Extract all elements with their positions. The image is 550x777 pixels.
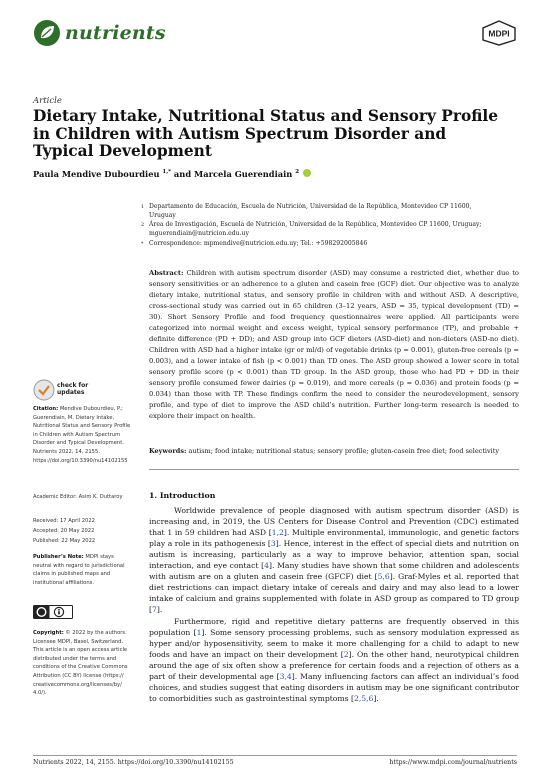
footer-divider [33, 755, 517, 756]
reference-link[interactable]: 7 [151, 605, 157, 615]
reference-link[interactable]: 5,6 [377, 572, 390, 582]
paragraph: Furthermore, rigid and repetitive dietary patterns are frequently observed in this population [1]. Some sensory processing problems, such as sensory modulation expressed as hyper and/or hyposensitivity, seem to make it more challenging for a child to adapt to new foods and have an impact on their development [2]. On the other hand, neurotypical children around the age of six often show a preference for certain foods and a rejection of others as a part of their developmental age [3,4]. Many influencing factors can affect an individual’s food choices, and studies suggest that eating disorders in autism may be one significant contributor to comorbidities such as gastrointestinal symptoms [2,5,6]. [149, 617, 520, 704]
abstract-label: Abstract: [149, 269, 184, 277]
journal-logo[interactable] [33, 19, 166, 47]
reference-link[interactable]: 4 [264, 561, 269, 571]
journal-name: nutrients [65, 22, 166, 44]
publisher-note-text: MDPI stays neutral with regard to jurisdictional claims in published maps and institutional affiliations. [33, 554, 125, 586]
publisher-name: MDPI [488, 28, 510, 39]
keywords [149, 447, 519, 456]
check-for-updates-badge[interactable] [33, 379, 88, 401]
introduction-body [149, 505, 519, 705]
check-line2: updates [57, 389, 85, 396]
citation-text: Mendive Dubourdieu, P.; Guerendiain, M. Dietary Intake, Nutritional Status and Sensory Profile in Children with Autism Spectrum Disorder and Typical Development. Nutrients 2022, 14, 2155. https://doi.org/10.3390/nu14102155 [33, 406, 131, 464]
reference-link[interactable]: 2 [343, 650, 349, 660]
author-sup: 2 [295, 169, 300, 176]
divider [149, 469, 519, 470]
academic-editor: Academic Editor: Asim K. Duttaroy [33, 494, 123, 500]
abstract [149, 268, 519, 422]
author-and: and [173, 169, 192, 179]
reference-link[interactable]: 3 [270, 539, 276, 549]
abstract-text: Children with autism spectrum disorder (ASD) may consume a restricted diet, whether due to sensory sensitivities or an adherence to a gluten and casein free (GCF) diet. Our objective was to analyze dietary intake, nutritional status, and sensory profile in children with and without ASD. A descriptive, cross-sectional study was carried out in 65 children (3–12 years, ASD = 35, typical development (TD) = 30). Short Sensory Profile and food frequency questionnaires were applied. All participants were categorized into normal weight and excess weight, typical sensory performance (TP), and probable + definite difference (PD + DD); and ASD group into GCF dieters (ASD-diet) and non-dieters (ASD-no diet). Children with ASD had a higher intake (gr or ml/d) of vegetable drinks (p = 0.001), gluten-free cereals (p = 0.003), and a lower intake of fish (p < 0.001) than TD ones. The ASD group showed a lower score in total sensory profile score (p < 0.001) than TD group. In the ASD group, those who had PD + DD in their sensory profile consumed fewer dairies (p = 0.019), and more cereals (p = 0.036) and protein foods (p = 0.034) than those with TP. These findings confirm the need to consider the neurodevelopment, sensory profile, and type of diet to improve the ASD child’s nutrition. Further long-term research is needed to explore their impact on health. [149, 269, 519, 421]
keywords-text: autism; food intake; nutritional status; sensory profile; gluten-casein free diet; food selectivity [188, 447, 500, 455]
received-date: Received: 17 April 2022 [33, 518, 95, 524]
orcid-icon[interactable] [303, 169, 311, 177]
footer-journal-url[interactable]: https://www.mdpi.com/journal/nutrients [389, 759, 517, 766]
paper-title: Dietary Intake, Nutritional Status and Sensory Profile in Children with Autism Spectrum Disorder and Typical Development [33, 107, 499, 160]
reference-link[interactable]: 3,4 [279, 672, 292, 682]
mdpi-logo-icon[interactable] [482, 20, 516, 46]
author-sup: 1,* [162, 169, 172, 176]
nutrients-leaf-icon [33, 19, 61, 47]
correspondence: * Correspondence: mpmendive@nutricion.edu.uy; Tel.: +598292005846 [141, 240, 368, 247]
accepted-date: Accepted: 20 May 2022 [33, 528, 95, 534]
copyright-block [33, 629, 131, 698]
copyright-text: © 2022 by the authors. Licensee MDPI, Basel, Switzerland. This article is an open access article distributed under the terms and conditions of the Creative Commons Attribution (CC BY) license (https:// creativecommons.org/licenses/by/ 4.0/). [33, 630, 128, 697]
cc-by-license-icon[interactable] [33, 605, 73, 619]
check-updates-icon [33, 379, 55, 401]
reference-link[interactable]: 1 [196, 628, 202, 638]
citation-label: Citation: [33, 406, 59, 412]
footer-citation: Nutrients 2022, 14, 2155. https://doi.org/10.3390/nu14102155 [33, 759, 234, 766]
published-date: Published: 22 May 2022 [33, 538, 96, 544]
author-name: Paula Mendive Dubourdieu [33, 169, 160, 179]
paragraph: Worldwide prevalence of people diagnosed with autism spectrum disorder (ASD) is increasing and, in 2019, the US Centers for Disease Control and Prevention (CDC) estimated that 1 in 59 children had ASD [1,2]. Multiple environmental, immunologic, and genetic factors play a role in its pathogenesis [3]. Hence, interest in the effect of special diets and nutrition on autism is increasing, particularly as a way to improve behavior, attention span, social interaction, and eye contact [4]. Many studies have shown that some children and adolescents with autism are on a gluten and casein free (GFCF) diet [5,6]. Graf-Myles et al. reported that diet restrictions can impact dietary intake of cereals and dairy and may also lead to a lower intake of calcium and grains supplemented with folate in ASD group as compared to TD group [7]. [149, 506, 519, 615]
reference-link[interactable]: 2,5,6 [353, 694, 374, 704]
copyright-label: Copyright: [33, 630, 64, 636]
check-line1: check for [57, 382, 89, 390]
citation-block [33, 405, 131, 465]
author-list [33, 169, 311, 179]
keywords-label: Keywords: [149, 447, 187, 455]
section-heading: 1. Introduction [149, 491, 216, 500]
affiliation: 2 Área de Investigación, Escuela de Nutrición, Universidad de la República, Montevideo CP 11600, Uruguay; mguerendiain@nutricion.edu.uy [141, 221, 482, 237]
article-type: Article [33, 96, 62, 106]
affiliation: 1 Departamento de Educación, Escuela de Nutrición, Universidad de la República, Montevideo CP 11600, Uruguay [141, 203, 472, 219]
reference-link[interactable]: 1,2 [271, 528, 284, 538]
publisher-note [33, 553, 131, 587]
author-name: Marcela Guerendiain [194, 169, 293, 179]
publisher-note-label: Publisher’s Note: [33, 554, 84, 560]
